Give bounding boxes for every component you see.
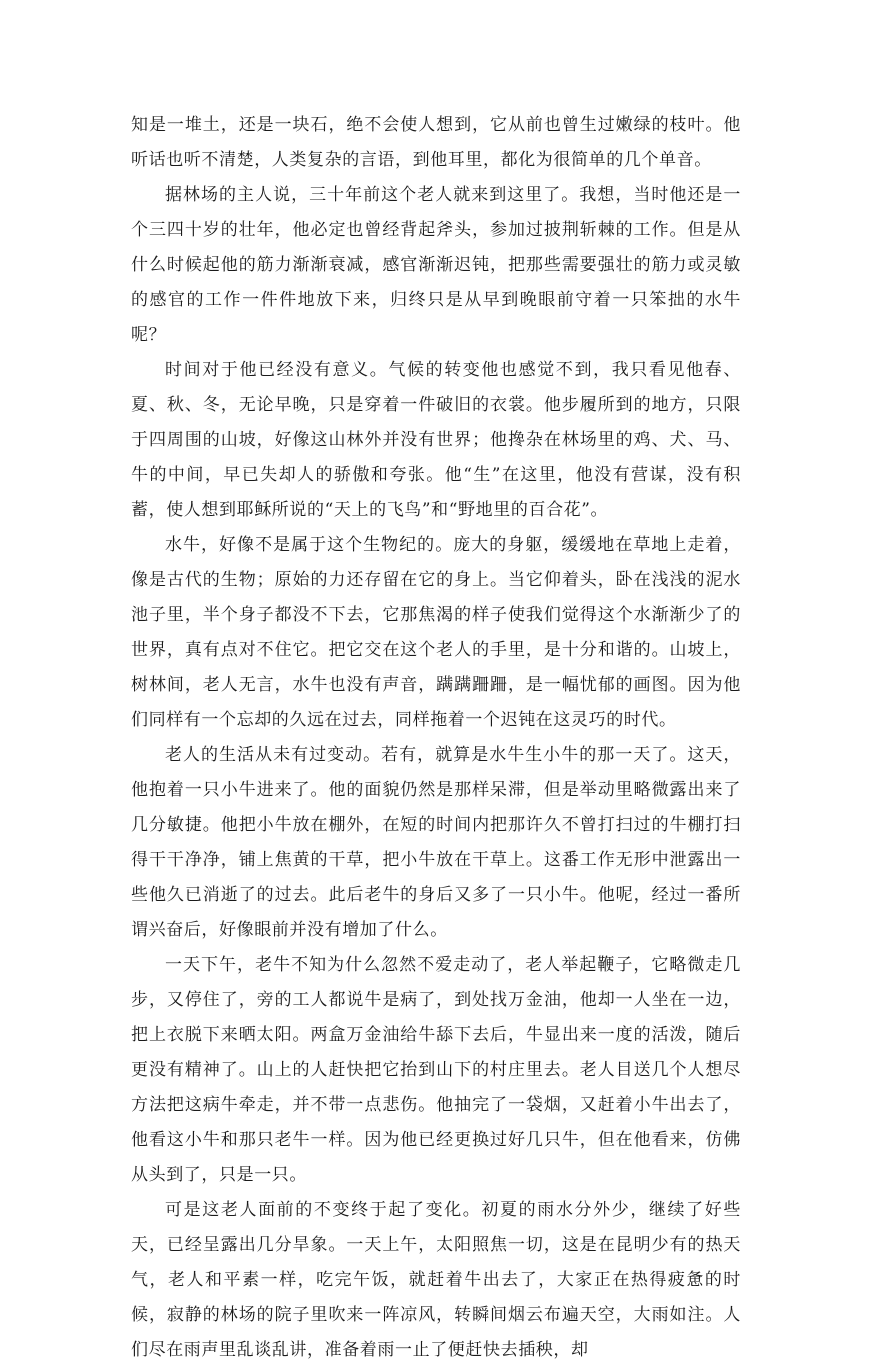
paragraph-2: 据林场的主人说，三十年前这个老人就来到这里了。我想，当时他还是一个三四十岁的壮年，他必定也曾经背起斧头，参加过披荆斩棘的工作。但是从什么时候起他的筋力渐渐衰减，感官渐渐迟钝，把那些需要强壮的筋力或灵敏的感官的工作一件件地放下来，归终只是从早到晚眼前守着一只笨拙的水牛呢？ bbox=[131, 185, 741, 345]
paragraph-3: 时间对于他已经没有意义。气候的转变他也感觉不到，我只看见他春、夏、秋、冬，无论早晚，只是穿着一件破旧的衣裳。他步履所到的地方，只限于四周围的山坡，好像这山林外并没有世界；他搀杂在林场里的鸡、犬、马、牛的中间，早已失却人的骄傲和夸张。他“生”在这里，他没有营谋，没有积蓄，使人想到耶稣所说的“天上的飞鸟”和“野地里的百合花”。 bbox=[131, 360, 741, 520]
paragraph-5: 老人的生活从未有过变动。若有，就算是水牛生小牛的那一天了。这天，他抱着一只小牛进来了。他的面貌仍然是那样呆滞，但是举动里略微露出来了几分敏捷。他把小牛放在棚外，在短的时间内把那许久不曾打扫过的牛棚打扫得干干净净，铺上焦黄的干草，把小牛放在干草上。这番工作无形中泄露出一些他久已消逝了的过去。此后老牛的身后又多了一只小牛。他呢，经过一番所谓兴奋后，好像眼前并没有增加了什么。 bbox=[131, 745, 741, 940]
paragraph-4: 水牛，好像不是属于这个生物纪的。庞大的身躯，缓缓地在草地上走着，像是古代的生物；原始的力还存留在它的身上。当它仰着头，卧在浅浅的泥水池子里，半个身子都没不下去，它那焦渴的样子使我们觉得这个水渐渐少了的世界，真有点对不住它。把它交在这个老人的手里，是十分和谐的。山坡上，树林间，老人无言，水牛也没有声音，蹒蹒跚跚，是一幅忧郁的画图。因为他们同样有一个忘却的久远在过去，同样拖着一个迟钝在这灵巧的时代。 bbox=[131, 535, 741, 730]
paragraph-6: 一天下午，老牛不知为什么忽然不爱走动了，老人举起鞭子，它略微走几步，又停住了，旁的工人都说牛是病了，到处找万金油，他却一人坐在一边，把上衣脱下来晒太阳。两盒万金油给牛舔下去后，牛显出来一度的活泼，随后更没有精神了。山上的人赶快把它抬到山下的村庄里去。老人目送几个人想尽方法把这病牛牵走，并不带一点悲伤。他抽完了一袋烟，又赶着小牛出去了，他看这小牛和那只老牛一样。因为他已经更换过好几只牛，但在他看来，仿佛从头到了，只是一只。 bbox=[131, 955, 741, 1185]
paragraph-1: 知是一堆土，还是一块石，绝不会使人想到，它从前也曾生过嫩绿的枝叶。他听话也听不清楚，人类复杂的言语，到他耳里，都化为很简单的几个单音。 bbox=[131, 115, 741, 170]
body-text bbox=[131, 108, 741, 1368]
paragraph-7: 可是这老人面前的不变终于起了变化。初夏的雨水分外少，继续了好些天，已经呈露出几分旱象。一天上午，太阳照焦一切，这是在昆明少有的热天气，老人和平素一样，吃完午饭，就赶着牛出去了，大家正在热得疲惫的时候，寂静的林场的院子里吹来一阵凉风，转瞬间烟云布遍天空，大雨如注。人们尽在雨声里乱谈乱讲，准备着雨一止了便赶快去插秧，却 bbox=[131, 1200, 741, 1360]
